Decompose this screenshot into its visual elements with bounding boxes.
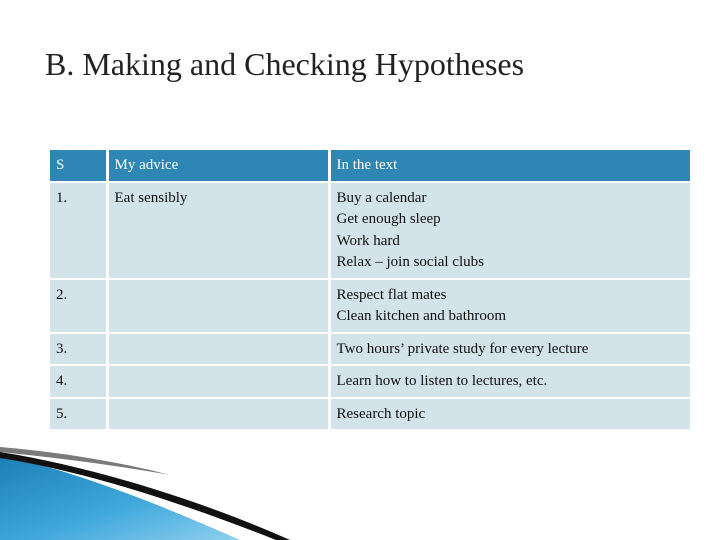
row-number: 5. [50, 398, 107, 431]
header-s: S [50, 150, 107, 182]
row-number: 2. [50, 279, 107, 333]
row-number: 1. [50, 182, 107, 279]
text-line: Relax – join social clubs [336, 254, 484, 270]
text-line: Two hours’ private study for every lecture [336, 340, 589, 357]
row-number: 4. [50, 365, 107, 398]
blue-swoosh-shape [0, 455, 240, 540]
my-advice-cell: Eat sensibly [107, 182, 329, 279]
text-line: Research topic [336, 405, 426, 422]
header-in-the-text: In the text [329, 150, 690, 182]
text-line: Clean kitchen and bathroom [336, 308, 507, 324]
slide-title: B. Making and Checking Hypotheses [45, 46, 525, 82]
header-my-advice: My advice [107, 150, 329, 182]
text-line: Get enough sleep [336, 211, 441, 227]
row-number: 3. [50, 333, 107, 366]
text-line: Buy a calendar [336, 189, 427, 206]
text-line: Work hard [336, 232, 400, 249]
text-line: Learn how to listen to lectures, etc. [336, 373, 548, 389]
text-line: Respect flat mates [336, 286, 447, 303]
